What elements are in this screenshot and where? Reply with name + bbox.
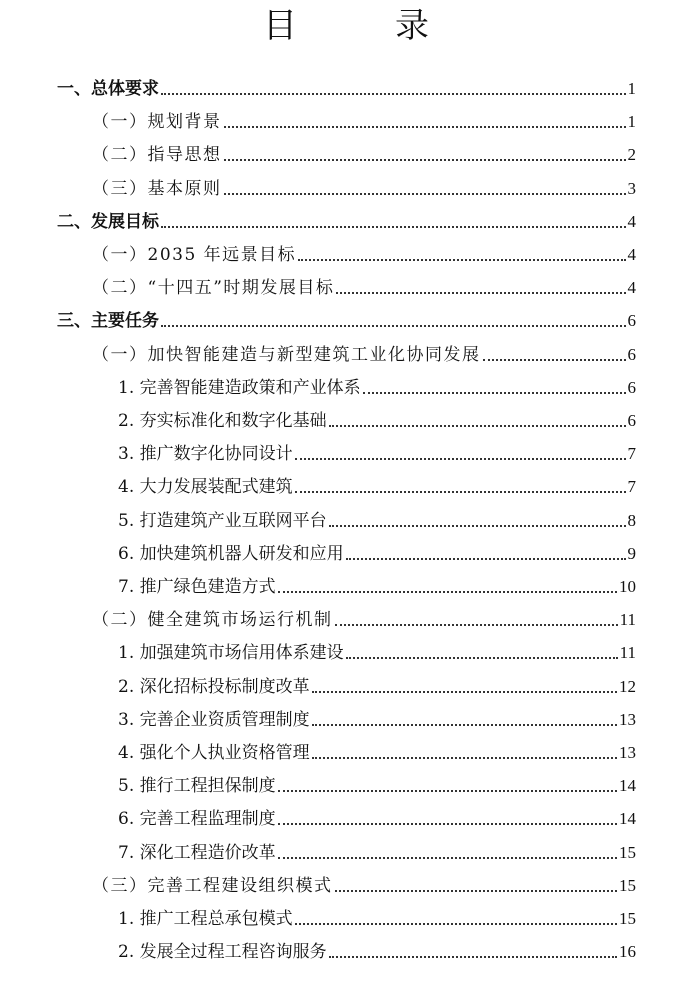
toc-entry-title: （一）规划背景 <box>92 112 222 133</box>
dot-leader <box>346 656 618 659</box>
dot-leader <box>161 92 626 95</box>
dot-leader <box>278 856 617 859</box>
toc-entry-page-number: 6 <box>627 377 636 397</box>
toc-entry-title: 7. 推广绿色建造方式 <box>118 577 276 597</box>
dot-leader <box>161 324 626 327</box>
toc-entry-title: 6. 完善工程监理制度 <box>118 809 276 830</box>
toc-entry[interactable] <box>92 338 636 366</box>
dot-leader <box>298 258 625 261</box>
dot-leader <box>295 490 626 493</box>
toc-entry[interactable] <box>118 769 636 797</box>
toc-entry[interactable] <box>118 504 636 532</box>
toc-entry-page-number: 14 <box>619 776 636 796</box>
toc-entry-title: （一）加快智能建造与新型建筑工业化协同发展 <box>92 344 481 365</box>
dot-leader <box>335 623 618 626</box>
toc-entry-title: 2. 发展全过程工程咨询服务 <box>118 942 327 963</box>
toc-entry-title: （二）指导思想 <box>92 145 222 166</box>
dot-leader <box>295 922 617 925</box>
toc-entry[interactable] <box>118 636 636 664</box>
toc-entry[interactable] <box>118 404 636 432</box>
toc-entry[interactable] <box>92 172 636 200</box>
toc-entry-title: （二）健全建筑市场运行机制 <box>92 610 333 631</box>
toc-entry-title: 1. 加强建筑市场信用体系建设 <box>118 643 344 664</box>
toc-entry[interactable] <box>92 105 636 133</box>
dot-leader <box>295 457 626 460</box>
dot-leader <box>161 225 626 228</box>
toc-entry-title: 二、发展目标 <box>57 211 159 232</box>
toc-entry[interactable] <box>92 603 636 631</box>
toc-entry-title: 2. 深化招标投标制度改革 <box>118 676 310 697</box>
toc-entry-page-number: 12 <box>619 676 636 696</box>
toc-entry[interactable] <box>118 802 636 830</box>
toc-entry-title: 7. 深化工程造价改革 <box>118 842 276 863</box>
toc-entry-page-number: 15 <box>619 875 636 895</box>
dot-leader <box>329 424 626 427</box>
toc-entry[interactable] <box>118 935 636 963</box>
dot-leader <box>278 789 617 792</box>
dot-leader <box>312 723 617 726</box>
toc-entry-page-number: 2 <box>627 145 636 165</box>
toc-entry[interactable] <box>118 736 636 764</box>
toc-entry-page-number: 3 <box>627 178 636 198</box>
toc-entry-page-number: 15 <box>619 909 636 928</box>
toc-entry-page-number: 7 <box>627 477 636 497</box>
dot-leader <box>346 557 626 560</box>
toc-entry[interactable] <box>118 902 636 930</box>
toc-entry-title: 2. 夯实标准化和数字化基础 <box>118 411 327 431</box>
toc-entry[interactable] <box>118 703 636 731</box>
toc-entry[interactable] <box>57 72 636 100</box>
toc-entry-page-number: 4 <box>627 245 636 264</box>
toc-entry-page-number: 7 <box>627 444 636 464</box>
toc-entry-title: 1. 完善智能建造政策和产业体系 <box>118 377 361 398</box>
dot-leader <box>336 291 625 294</box>
toc-entry-page-number: 11 <box>619 643 636 663</box>
dot-leader <box>312 756 617 759</box>
toc-entry-title: 4. 强化个人执业资格管理 <box>118 743 310 763</box>
toc-entry-title: 一、总体要求 <box>57 79 159 99</box>
toc-entry-title: （一）2035 年远景目标 <box>92 245 297 265</box>
dot-leader <box>224 125 626 128</box>
toc-entry-page-number: 16 <box>619 942 636 962</box>
toc-entry[interactable] <box>92 271 636 299</box>
dot-leader <box>363 391 626 394</box>
toc-entry-page-number: 6 <box>627 411 636 430</box>
toc-entry-page-number: 6 <box>627 344 636 364</box>
toc-entry[interactable] <box>118 570 636 598</box>
toc-entry[interactable] <box>57 205 636 233</box>
toc-entry-page-number: 6 <box>627 311 636 331</box>
toc-entry-title: 5. 打造建筑产业互联网平台 <box>118 510 327 531</box>
toc-entry-title: （三）完善工程建设组织模式 <box>92 875 333 896</box>
toc-entry[interactable] <box>57 304 636 332</box>
toc-entry-page-number: 1 <box>627 112 636 132</box>
toc-entry-title: 3. 完善企业资质管理制度 <box>118 709 310 730</box>
toc-entry[interactable] <box>118 371 636 399</box>
toc-entry-title: （三）基本原则 <box>92 178 222 199</box>
toc-entry[interactable] <box>118 437 636 465</box>
toc-entry-title: （二）“十四五”时期发展目标 <box>92 278 335 299</box>
toc-entry[interactable] <box>92 138 636 166</box>
toc-entry-page-number: 8 <box>627 510 636 530</box>
toc-entry[interactable] <box>118 537 636 565</box>
toc-entry-title: 5. 推行工程担保制度 <box>118 776 276 797</box>
toc-entry[interactable] <box>118 470 636 498</box>
toc-entry-title: 3. 推广数字化协同设计 <box>118 444 293 465</box>
toc-entry-title: 6. 加快建筑机器人研发和应用 <box>118 543 344 564</box>
dot-leader <box>329 955 617 958</box>
toc-entry[interactable] <box>118 836 636 864</box>
toc-entry-page-number: 4 <box>627 278 636 298</box>
toc-entry-page-number: 14 <box>619 809 636 829</box>
dot-leader <box>224 192 626 195</box>
toc-entry[interactable] <box>92 238 636 266</box>
toc-entry-page-number: 10 <box>619 577 636 596</box>
toc-entry-page-number: 9 <box>627 543 636 563</box>
toc-entry-title: 三、主要任务 <box>57 311 159 332</box>
dot-leader <box>278 590 617 593</box>
toc-entry-page-number: 13 <box>619 709 636 729</box>
dot-leader <box>329 524 626 527</box>
toc-entry-page-number: 15 <box>619 842 636 862</box>
toc-entry[interactable] <box>92 869 636 897</box>
toc-entry-page-number: 11 <box>619 610 636 630</box>
toc-entry-title: 4. 大力发展装配式建筑 <box>118 477 293 498</box>
dot-leader <box>483 358 626 361</box>
dot-leader <box>312 690 617 693</box>
toc-entry-title: 1. 推广工程总承包模式 <box>118 909 293 929</box>
toc-entry[interactable] <box>118 670 636 698</box>
dot-leader <box>224 158 626 161</box>
toc-entry-page-number: 1 <box>627 79 636 98</box>
dot-leader <box>278 822 617 825</box>
toc-entry-page-number: 4 <box>627 211 636 231</box>
toc-entry-page-number: 13 <box>619 743 636 762</box>
dot-leader <box>335 889 618 892</box>
page-title: 目 录 <box>263 6 461 46</box>
